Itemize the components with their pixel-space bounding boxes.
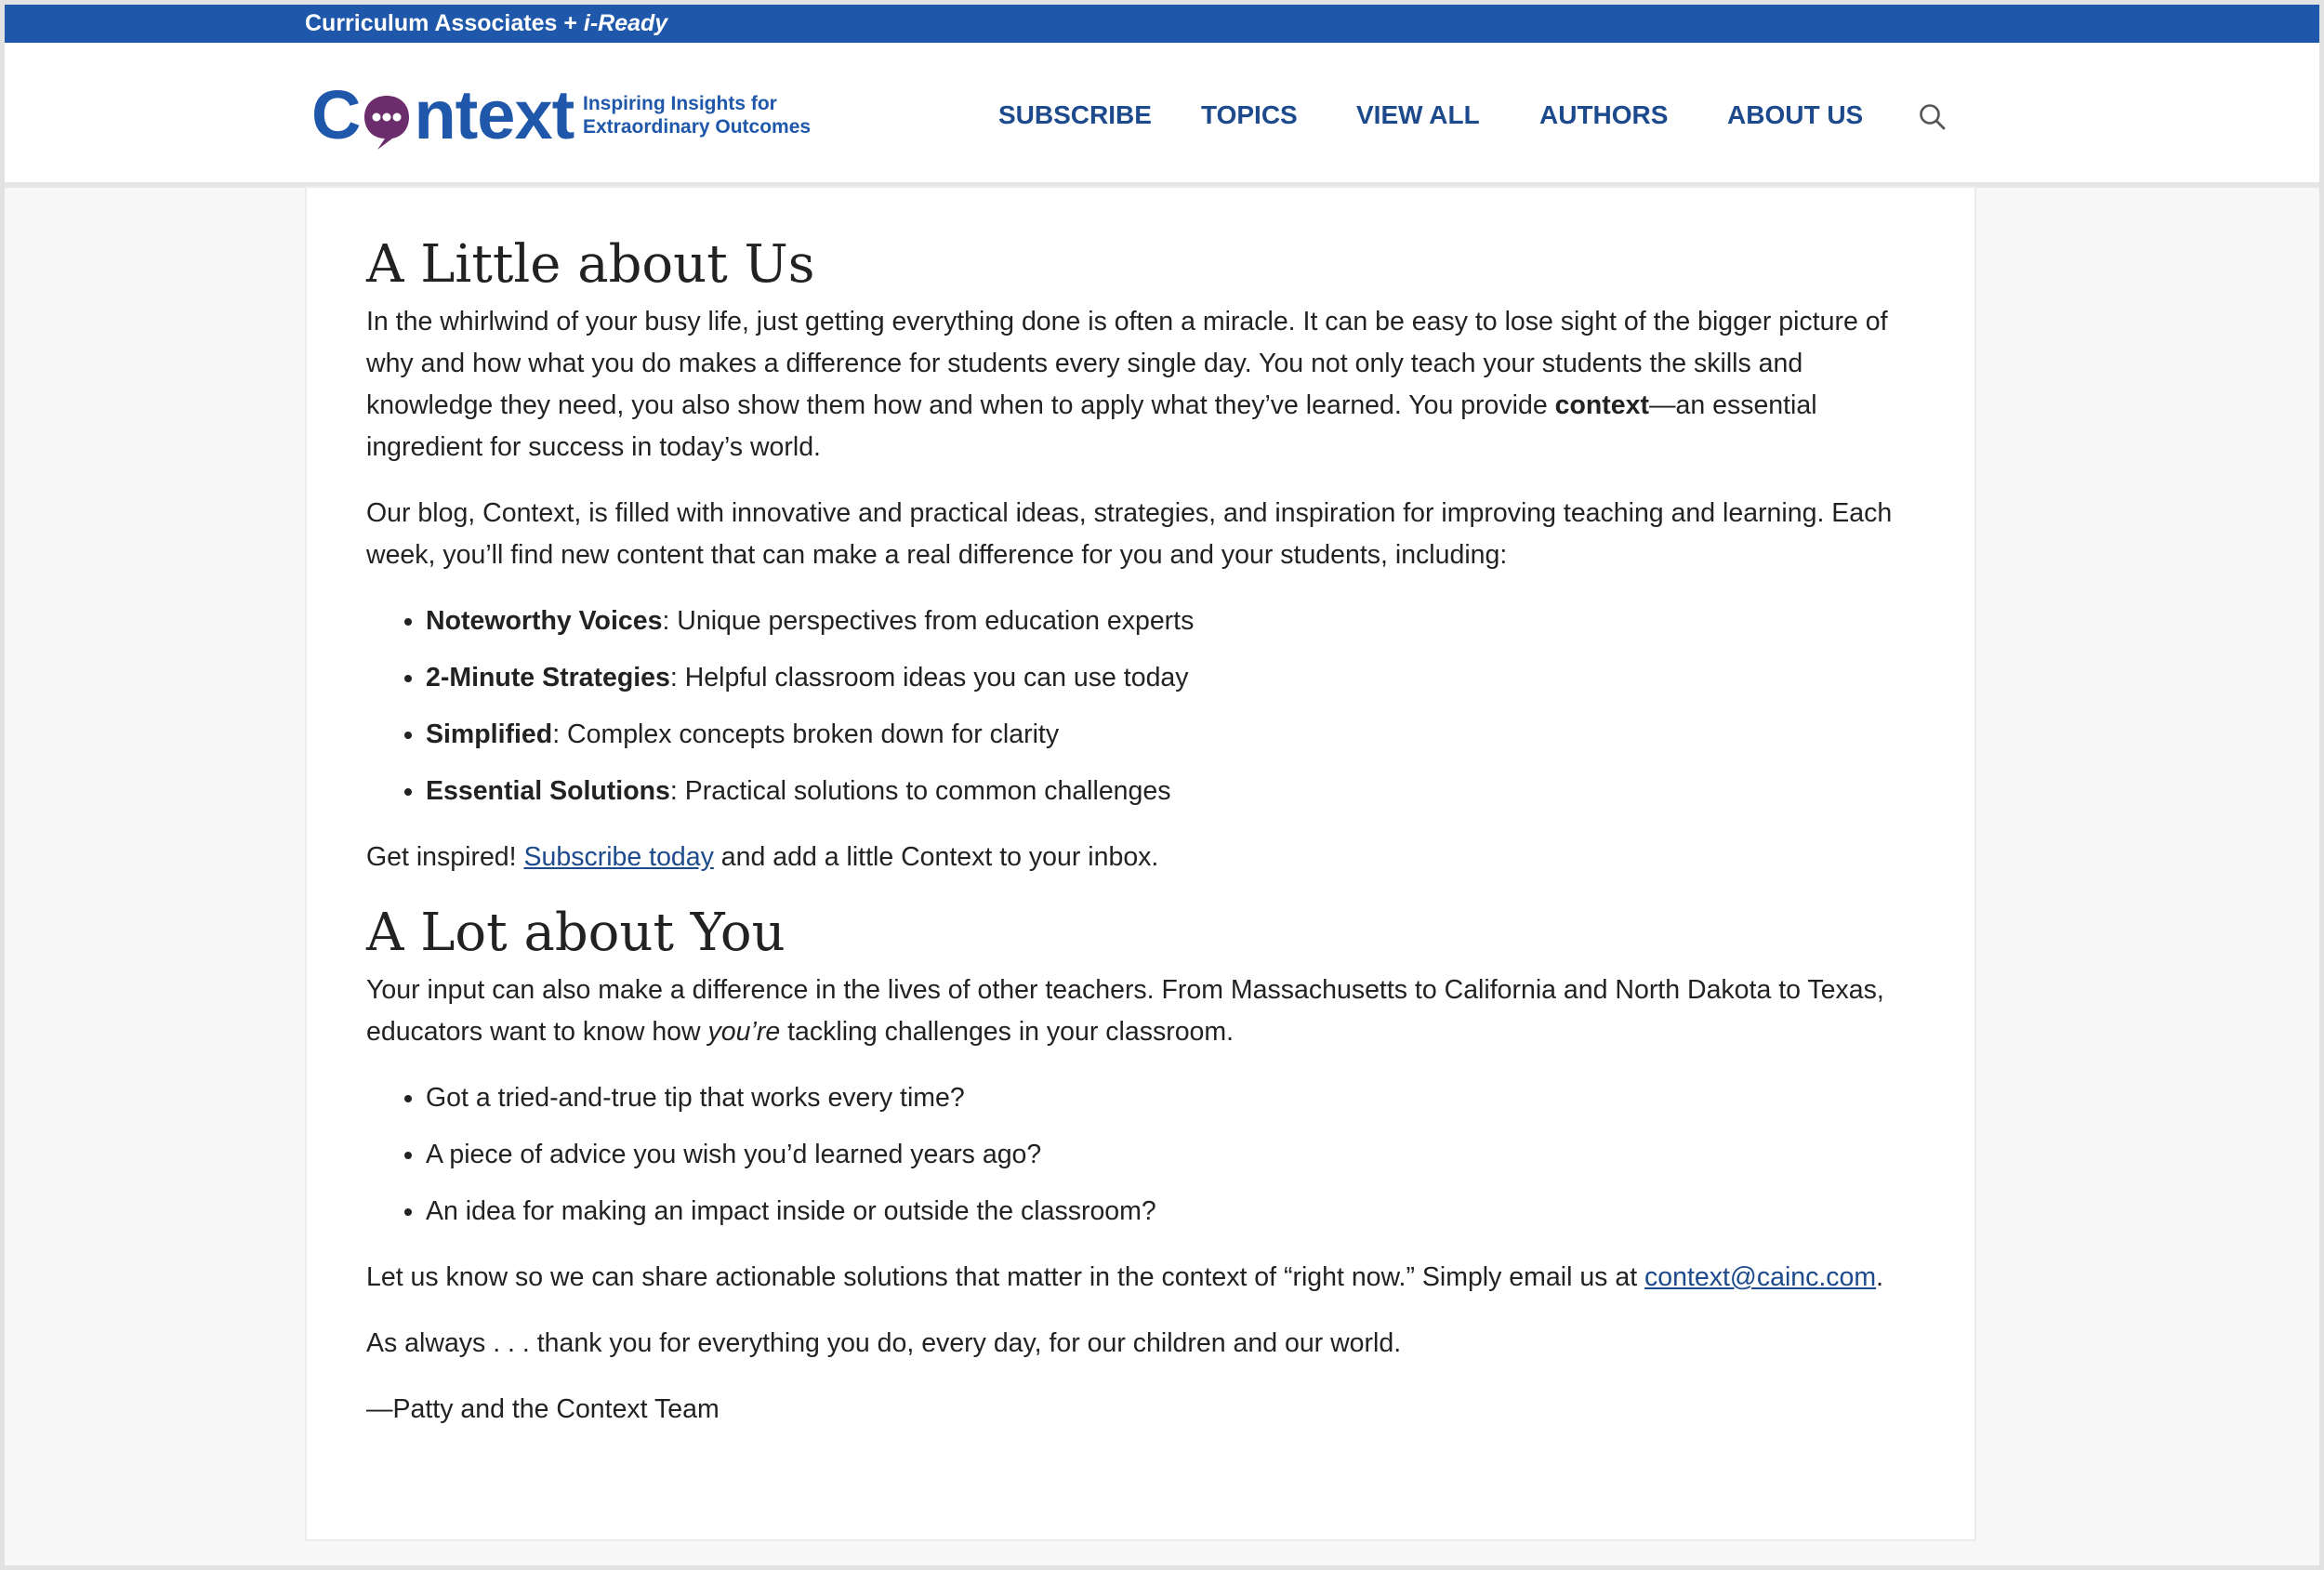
brand-bar-product: i-Ready — [583, 10, 668, 36]
nav-view-all[interactable]: VIEW ALL — [1356, 100, 1480, 129]
blog-description-paragraph: Our blog, Context, is filled with innovative and practical ideas, strategies, and inspiration for improving teaching and learning. Each week, you’ll find new content that can make a real difference for you and your students, including: — [366, 498, 1893, 570]
tagline-line-1: Inspiring Insights for — [583, 93, 777, 114]
logo-letter-c: C — [311, 76, 361, 153]
search-icon[interactable] — [1918, 102, 1948, 132]
nav-subscribe[interactable]: SUBSCRIBE — [998, 100, 1152, 129]
subscribe-text-end: and add a little Context to your inbox. — [713, 842, 1159, 872]
tagline-line-2: Extraordinary Outcomes — [583, 116, 812, 138]
about-content-card — [307, 188, 1974, 1539]
list-item-desc: : Practical solutions to common challenges — [669, 776, 1171, 806]
signoff: —Patty and the Context Team — [366, 1394, 720, 1424]
input-text-end: tackling challenges in your classroom. — [780, 1017, 1235, 1047]
list-item-term: Essential Solutions — [426, 776, 670, 806]
intro-text: In the whirlwind of your busy life, just getting everything done is often a miracle. It can be easy to lose sight of the bigger picture of why and how what you do makes a difference for students every single day. You not only teach your students the skills and knowledge they need, you also show them how and when to apply what they’ve learned. You provide — [366, 307, 1888, 420]
logo-wordmark — [311, 78, 574, 152]
list-item-term: Noteworthy Voices — [426, 606, 663, 636]
subscribe-text: Get inspired! — [366, 842, 524, 872]
nav-topics[interactable]: TOPICS — [1201, 100, 1298, 129]
list-item: • Got a tried-and-true tip that works every time? — [426, 1077, 1909, 1119]
input-italic-youre: you’re — [707, 1017, 781, 1047]
email-link[interactable]: context@cainc.com — [1644, 1262, 1877, 1292]
nav-about-us[interactable]: ABOUT US — [1727, 100, 1864, 129]
questions-list — [366, 1077, 1909, 1233]
speech-bubble-icon — [361, 92, 413, 144]
list-item — [426, 600, 1909, 642]
brand-bar-text[interactable] — [305, 8, 667, 38]
list-item: • A piece of advice you wish you’d learned years ago? — [426, 1134, 1909, 1176]
input-paragraph — [366, 970, 1909, 1053]
list-item-desc: : Unique perspectives from education experts — [662, 606, 1195, 636]
subscribe-paragraph — [366, 837, 1909, 878]
subscribe-today-link[interactable]: Subscribe today — [523, 842, 714, 872]
logo-tagline — [583, 92, 811, 139]
list-item — [426, 657, 1909, 699]
article-body — [366, 234, 1909, 1455]
nav-authors[interactable]: AUTHORS — [1539, 100, 1669, 129]
list-item-desc: : Helpful classroom ideas you can use today — [669, 663, 1189, 693]
browser-viewport — [5, 5, 2319, 1565]
heading-a-little-about-us: A Little about Us — [366, 234, 815, 295]
intro-bold-context: context — [1554, 390, 1649, 420]
logo-letters-ntext: ntext — [414, 76, 574, 153]
list-item: • An idea for making an impact inside or outside the classroom? — [426, 1191, 1909, 1233]
list-item — [426, 714, 1909, 756]
brand-bar — [5, 5, 2319, 43]
email-paragraph — [366, 1257, 1909, 1299]
email-text: Let us know so we can share actionable solutions that matter in the context of “right now.” Simply email us at — [366, 1262, 1645, 1292]
input-text: Your input can also make a difference in the lives of other teachers. From Massachusetts to California and North Dakota to Texas, educators want to know how — [366, 975, 1884, 1047]
heading-a-lot-about-you: A Lot about You — [366, 903, 786, 963]
list-item-term: 2-Minute Strategies — [426, 663, 670, 693]
site-header — [5, 43, 2319, 188]
intro-paragraph — [366, 301, 1909, 468]
thank-you-paragraph: As always . . . thank you for everything you do, every day, for our children and our world. — [366, 1328, 1402, 1358]
list-item — [426, 771, 1909, 812]
email-text-end: . — [1876, 1262, 1884, 1292]
brand-bar-company: Curriculum Associates + — [305, 10, 584, 36]
list-item-desc: : Complex concepts broken down for clarity — [552, 719, 1060, 749]
content-types-list — [366, 600, 1909, 812]
list-item-term: Simplified — [426, 719, 553, 749]
intro-text-end: —an essential ingredient for success in today’s world. — [366, 390, 1817, 462]
